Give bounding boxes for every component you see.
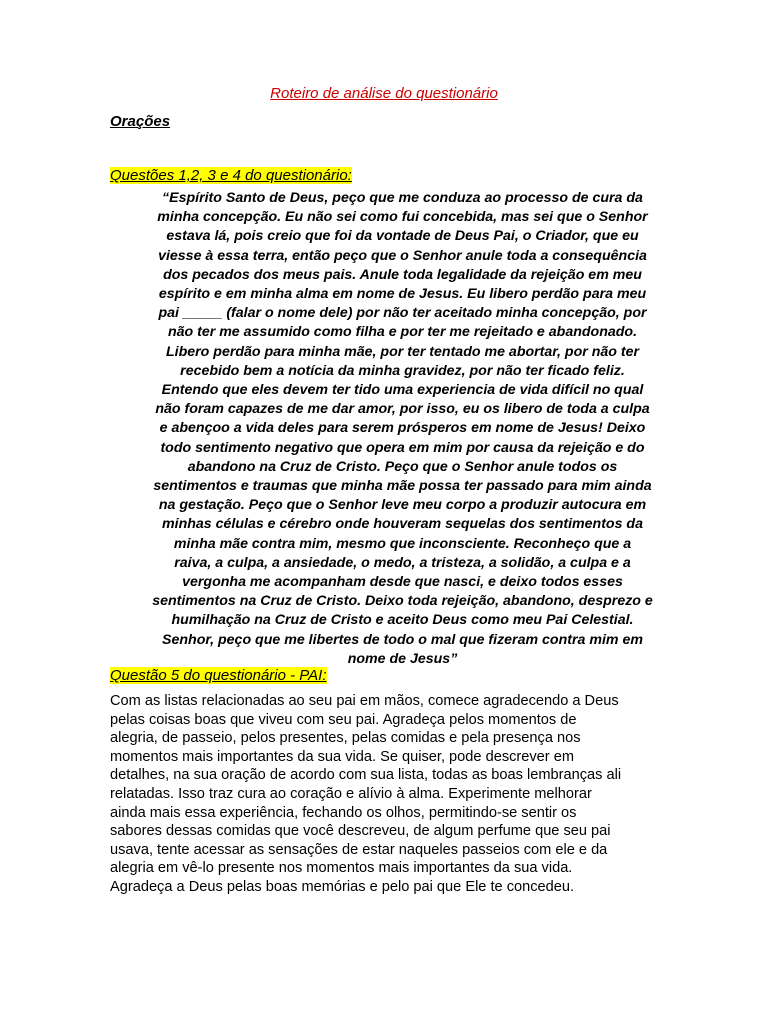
text-line: espírito e em minha alma em nome de Jesus. Eu libero perdão para meu xyxy=(158,286,647,303)
question-1-4-heading xyxy=(110,166,352,186)
text-line: Agradeça a Deus pelas boas memórias e pelo pai que Ele te concedeu. xyxy=(110,878,575,895)
text-line: minha concepção. Eu não sei como fui concebida, mas sei que o Senhor xyxy=(157,209,648,226)
text-line: pelas coisas boas que viveu com seu pai. Agradeça pelos momentos de xyxy=(110,711,577,728)
text-line: nome de Jesus” xyxy=(347,650,458,667)
text-line: momentos mais importantes da sua vida. Se quiser, pode descrever em xyxy=(110,748,574,765)
prayer-paragraph xyxy=(150,189,655,669)
text-line: usava, tente acessar as sensações de estar naqueles passeios com ele e da xyxy=(110,841,608,858)
text-line: minhas células e cérebro onde houveram sequelas dos sentimentos da xyxy=(162,516,643,533)
text-line: dos pecados dos meus pais. Anule toda legalidade da rejeição em meu xyxy=(163,266,642,283)
text-line: abandono na Cruz de Cristo. Peço que o Senhor anule todos os xyxy=(187,458,618,475)
text-line: na gestação. Peço que o Senhor leve meu corpo a produzir autocura em xyxy=(158,497,647,514)
text-line: Senhor, peço que me libertes de todo o mal que fizeram contra mim em xyxy=(162,631,643,648)
text-line: todo sentimento negativo que opera em mim por causa da rejeição e do xyxy=(160,439,645,456)
text-line: sentimentos e traumas que minha mãe possa ter passado para mim ainda xyxy=(153,478,652,495)
text-line: recebido bem a notícia da minha gravidez, por não ter ficado feliz. xyxy=(180,362,625,379)
text-line: alegria em vê-lo presente nos momentos mais importantes da sua vida. xyxy=(110,860,573,877)
text-line: detalhes, na sua oração de acordo com sua lista, todas as boas lembranças ali xyxy=(110,767,622,784)
text-line: ainda mais essa experiência, fechando os olhos, permitindo-se sentir os xyxy=(110,804,577,821)
text-line: sentimentos na Cruz de Cristo. Deixo toda rejeição, abandono, desprezo e xyxy=(152,593,653,610)
text-line: minha mãe contra mim, mesmo que inconsciente. Reconheço que a xyxy=(173,535,632,552)
text-line: viesse à essa terra, então peço que o Senhor anule toda a consequência xyxy=(158,247,647,264)
text-line: humilhação na Cruz de Cristo e aceito Deus como meu Pai Celestial. xyxy=(171,612,634,629)
text-line: pai _____ (falar o nome dele) por não ter aceitado minha concepção, por xyxy=(158,305,647,322)
father-instructions-paragraph xyxy=(110,692,660,897)
text-line: Libero perdão para minha mãe, por ter tentado me abortar, por não ter xyxy=(165,343,639,360)
text-line: vergonha me acompanham desde que nasci, e deixo todos esses xyxy=(182,574,623,591)
question-5-heading-text: Questão 5 do questionário - PAI: xyxy=(110,667,327,684)
text-line: alegria, de passeio, pelos presentes, pelas comidas e pela presença nos xyxy=(110,730,581,747)
question-5-heading xyxy=(110,666,327,686)
text-line: relatadas. Isso traz cura ao coração e alívio à alma. Experimente melhorar xyxy=(110,785,592,802)
text-line: raiva, a culpa, a ansiedade, o medo, a tristeza, a solidão, a culpa e a xyxy=(174,554,631,571)
text-line: e abençoo a vida deles para serem prósperos em nome de Jesus! Deixo xyxy=(159,420,646,437)
text-line: não foram capazes de me dar amor, por isso, eu os libero de toda a culpa xyxy=(155,401,650,418)
text-line: sabores dessas comidas que você descreveu, de algum perfume que seu pai xyxy=(110,823,611,840)
document-title: Roteiro de análise do questionário xyxy=(270,85,498,102)
text-line: Com as listas relacionadas ao seu pai em mãos, comece agradecendo a Deus xyxy=(110,693,619,709)
text-line: não ter me assumido como filha e por ter me rejeitado e abandonado. xyxy=(167,324,638,341)
question-1-4-heading-text: Questões 1,2, 3 e 4 do questionário: xyxy=(110,167,352,184)
text-line: Entendo que eles devem ter tido uma experiencia de vida difícil no qual xyxy=(161,382,644,399)
text-line: “Espírito Santo de Deus, peço que me conduza ao processo de cura da xyxy=(162,190,643,206)
section-heading-oracoes: Orações xyxy=(110,113,171,130)
text-line: estava lá, pois creio que foi da vontade de Deus Pai, o Criador, que eu xyxy=(166,228,639,245)
